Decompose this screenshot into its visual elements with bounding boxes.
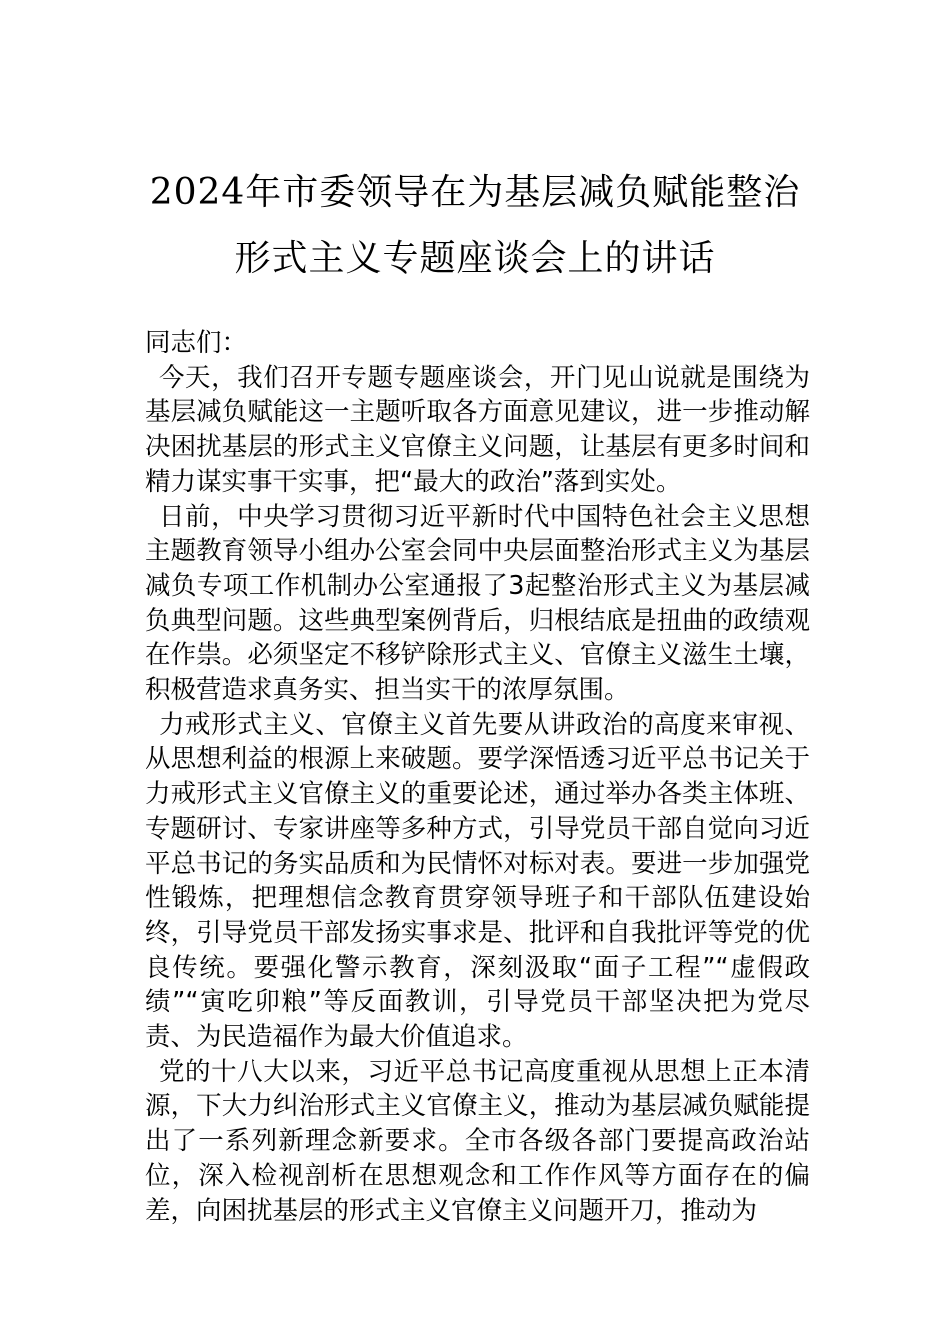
document-body <box>145 326 810 1228</box>
paragraph-2: 日前，中央学习贯彻习近平新时代中国特色社会主义思想主题教育领导小组办公室会同中央层面整治形式主义为基层减负专项工作机制办公室通报了3起整治形式主义为基层减负典型问题。这些典型案例背后，归根结底是扭曲的政绩观在作祟。必须坚定不移铲除形式主义、官僚主义滋生土壤，积极营造求真务实、担当实干的浓厚氛围。 <box>145 501 810 706</box>
document-title: 2024年市委领导在为基层减负赋能整治形式主义专题座谈会上的讲话 <box>149 172 801 279</box>
paragraph-1: 今天，我们召开专题专题座谈会，开门见山说就是围绕为基层减负赋能这一主题听取各方面意见建议，进一步推动解决困扰基层的形式主义官僚主义问题，让基层有更多时间和精力谋实事干实事，把“最大的政治”落到实处。 <box>145 362 810 497</box>
paragraph-3: 力戒形式主义、官僚主义首先要从讲政治的高度来审视、从思想利益的根源上来破题。要学深悟透习近平总书记关于力戒形式主义官僚主义的重要论述，通过举办各类主体班、专题研讨、专家讲座等多种方式，引导党员干部自觉向习近平总书记的务实品质和为民情怀对标对表。要进一步加强党性锻炼，把理想信念教育贯穿领导班子和干部队伍建设始终，引导党员干部发扬实事求是、批评和自我批评等党的优良传统。要强化警示教育，深刻汲取“面子工程”“虚假政绩”“寅吃卯粮”等反面教训，引导党员干部坚决把为党尽责、为民造福作为最大价值追求。 <box>145 709 810 1053</box>
greeting: 同志们： <box>145 328 248 358</box>
paragraph-4: 党的十八大以来，习近平总书记高度重视从思想上正本清源，下大力纠治形式主义官僚主义，推动为基层减负赋能提出了一系列新理念新要求。全市各级各部门要提高政治站位，深入检视剖析在思想观念和工作作风等方面存在的偏差，向困扰基层的形式主义官僚主义问题开刀，推动为 <box>145 1056 810 1226</box>
